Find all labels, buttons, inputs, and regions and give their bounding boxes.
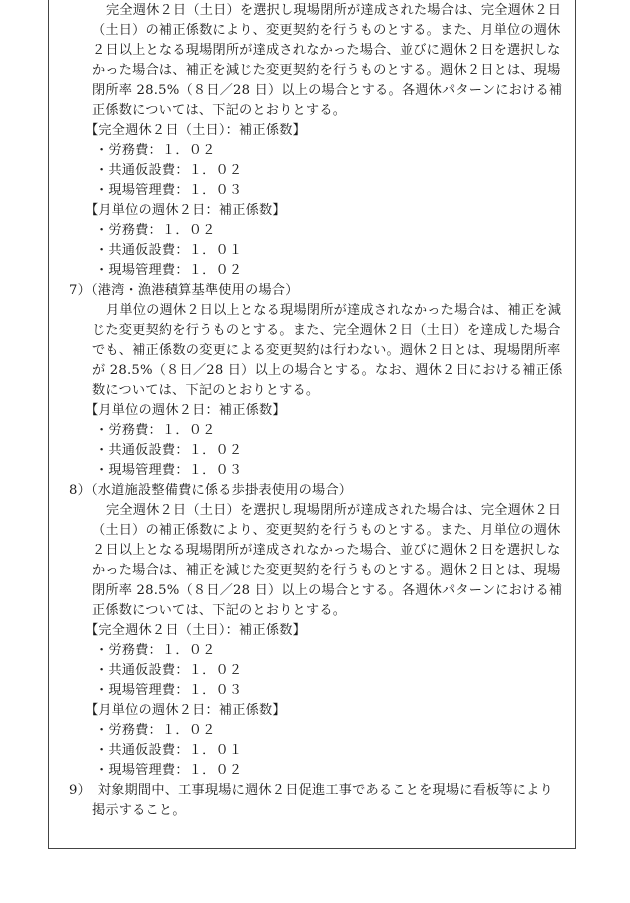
text-line: ２日以上となる現場閉所が達成されなかった場合、並びに週休２日を選択しな (92, 43, 561, 58)
text-line: 正係数については、下記のとおりとする。 (92, 103, 347, 118)
section-heading: 【完全週休２日（土日）：補正係数】 (85, 623, 306, 638)
list-item: ・共通仮設費：１．０１ (95, 243, 243, 258)
text-line: かった場合は、補正を減じた変更契約を行うものとする。週休２日とは、現場 (92, 63, 561, 78)
text-line: （土日）の補正係数により、変更契約を行うものとする。また、月単位の週休 (92, 523, 561, 538)
list-item: ・共通仮設費：１．０２ (95, 663, 243, 678)
text-line: 閉所率 28.5%（８日／28 日）以上の場合とする。各週休パターンにおける補 (92, 583, 563, 598)
clause-heading: 8）（水道施設整備費に係る歩掛表使用の場合） (69, 483, 353, 498)
text-line: 完全週休２日（土日）を選択し現場閉所が達成された場合は、完全週休２日 (106, 503, 562, 518)
text-line: じた変更契約を行うものとする。また、完全週休２日（土日）を達成した場合 (92, 323, 561, 338)
clause-heading: 7）（港湾・漁港積算基準使用の場合） (69, 283, 299, 298)
list-item: ・労務費：１．０２ (95, 423, 216, 438)
text-line: かった場合は、補正を減じた変更契約を行うものとする。週休２日とは、現場 (92, 563, 561, 578)
text-line: 掲示すること。 (92, 803, 186, 818)
section-heading: 【月単位の週休２日：補正係数】 (85, 203, 286, 218)
list-item: ・労務費：１．０２ (95, 143, 216, 158)
list-item: ・労務費：１．０２ (95, 723, 216, 738)
list-item: ・労務費：１．０２ (95, 643, 216, 658)
text-line: ２日以上となる現場閉所が達成されなかった場合、並びに週休２日を選択しな (92, 543, 561, 558)
list-item: ・現場管理費：１．０２ (95, 263, 243, 278)
list-item: ・現場管理費：１．０３ (95, 183, 243, 198)
text-line: 数については、下記のとおりとする。 (92, 383, 320, 398)
list-item: ・共通仮設費：１．０２ (95, 443, 243, 458)
section-heading: 【月単位の週休２日：補正係数】 (85, 703, 286, 718)
text-line: 閉所率 28.5%（８日／28 日）以上の場合とする。各週休パターンにおける補 (92, 83, 563, 98)
list-item: ・現場管理費：１．０２ (95, 763, 243, 778)
list-item: ・現場管理費：１．０３ (95, 463, 243, 478)
section-heading: 【完全週休２日（土日）：補正係数】 (85, 123, 306, 138)
list-item: ・共通仮設費：１．０１ (95, 743, 243, 758)
list-item: ・労務費：１．０２ (95, 223, 216, 238)
text-line: が 28.5%（８日／28 日）以上の場合とする。なお、週休２日における補正係 (92, 363, 563, 378)
list-item: ・現場管理費：１．０３ (95, 683, 243, 698)
clause-heading: 9） 対象期間中、工事現場に週休２日促進工事であることを現場に看板等により (69, 783, 553, 798)
list-item: ・共通仮設費：１．０２ (95, 163, 243, 178)
text-line: でも、補正係数の変更による変更契約は行わない。週休２日とは、現場閉所率 (92, 343, 561, 358)
text-line: （土日）の補正係数により、変更契約を行うものとする。また、月単位の週休 (92, 23, 561, 38)
section-heading: 【月単位の週休２日：補正係数】 (85, 403, 286, 418)
text-line: 正係数については、下記のとおりとする。 (92, 603, 347, 618)
text-line: 月単位の週休２日以上となる現場閉所が達成されなかった場合は、補正を減 (106, 303, 562, 318)
text-line: 完全週休２日（土日）を選択し現場閉所が達成された場合は、完全週休２日 (106, 3, 562, 18)
